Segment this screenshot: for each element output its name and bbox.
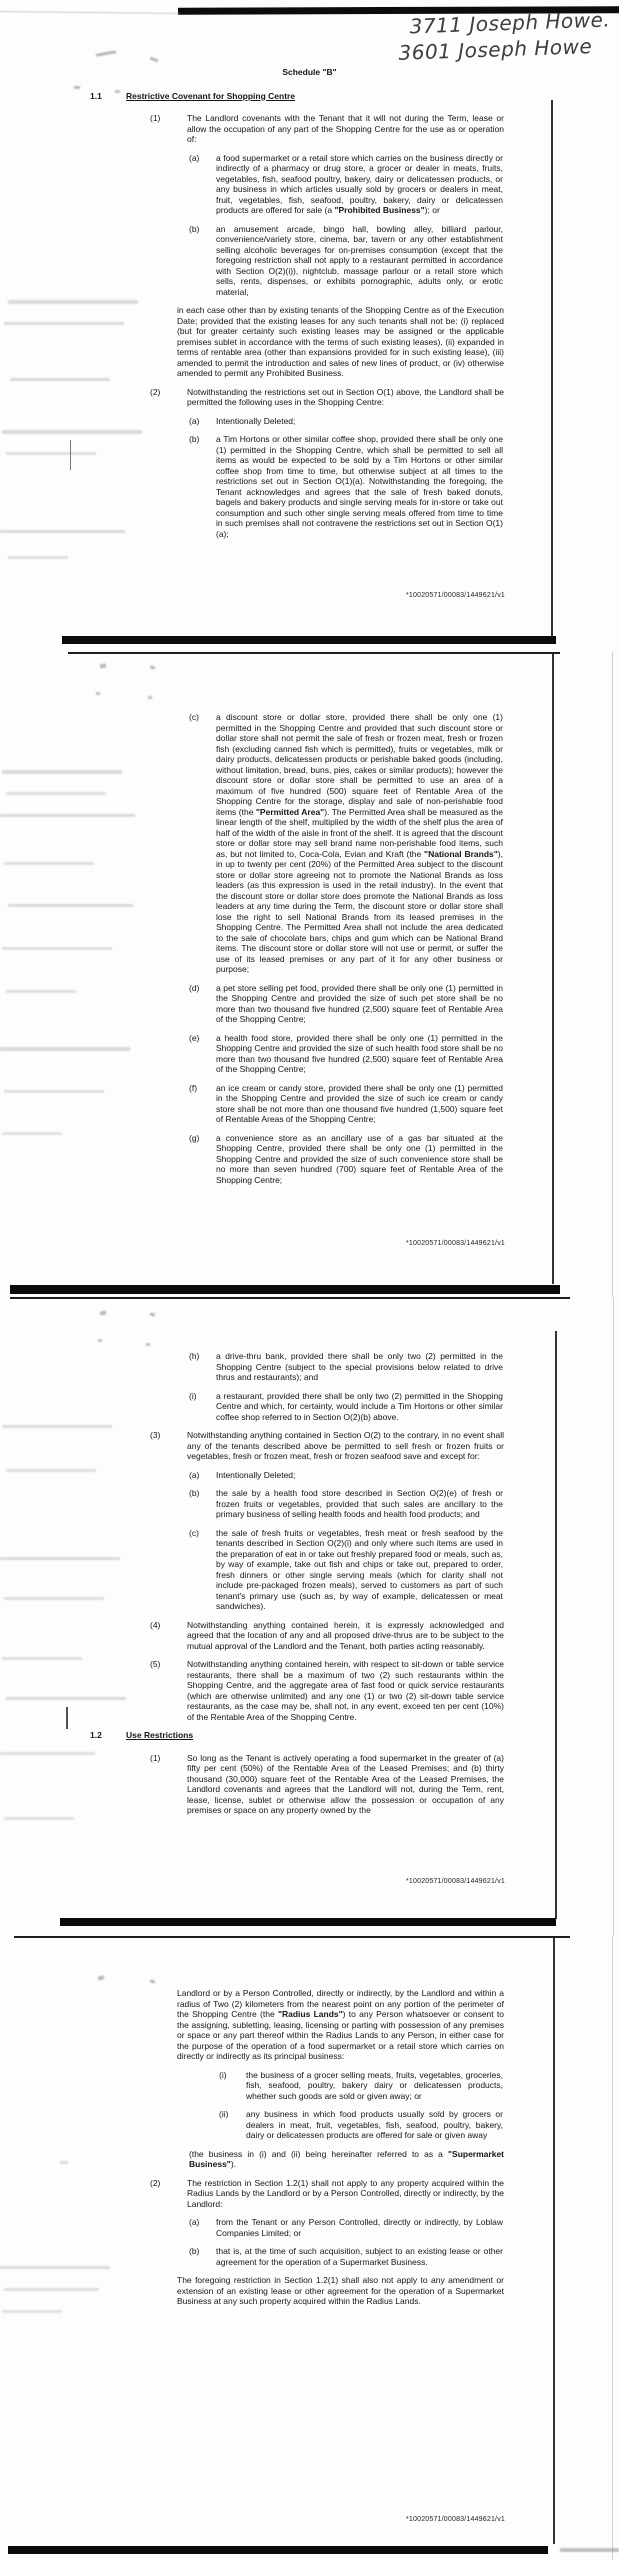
clause bbox=[0, 1083, 619, 1125]
scan-artifact bbox=[553, 1938, 555, 2544]
scan-artifact bbox=[60, 1918, 556, 1926]
clause-label: (b) bbox=[189, 2246, 200, 2256]
scan-artifact bbox=[8, 904, 133, 907]
clause bbox=[0, 1033, 619, 1075]
scan-artifact bbox=[2, 1132, 62, 1135]
scan-artifact bbox=[0, 1557, 120, 1560]
scan-artifact bbox=[2, 770, 122, 774]
clause-label: (5) bbox=[150, 1659, 161, 1669]
scan-artifact bbox=[555, 1331, 557, 1919]
clause bbox=[0, 1753, 619, 1816]
scan-artifact bbox=[148, 696, 152, 699]
section-heading bbox=[0, 1730, 619, 1741]
clause-label: (2) bbox=[150, 386, 161, 397]
scan-artifact bbox=[2, 1657, 82, 1660]
document-page bbox=[0, 652, 619, 1297]
clause bbox=[0, 1620, 619, 1652]
scan-artifact bbox=[14, 1936, 570, 1938]
scan-artifact bbox=[8, 2546, 548, 2554]
clause-text: an amusement arcade, bingo hall, bowling alley, billiard parlour, convenience/variety store, cinema, bar, tavern or any other establishment selling alcoholic beverages for on-premises consumption (except that the foregoing restriction shall not apply to a restaurant permitted in accordance with Section O(2)(i)), nightclub, massage parlour or a retail store which sells, rents, dispenses, or exhibits pornographic, adults only, or erotic material, bbox=[216, 223, 503, 297]
clause-label: (c) bbox=[189, 712, 199, 722]
clause bbox=[0, 712, 619, 975]
scan-artifact bbox=[4, 1597, 104, 1600]
clause-label: (g) bbox=[189, 1132, 200, 1143]
scan-artifact bbox=[66, 1707, 68, 1729]
scan-artifact bbox=[612, 1936, 613, 2560]
clause-label: (a) bbox=[189, 1469, 200, 1480]
clause bbox=[0, 2070, 619, 2102]
clause-label: (h) bbox=[189, 1351, 200, 1361]
section-number: 1.1 bbox=[90, 90, 102, 101]
clause-label: (a) bbox=[189, 152, 200, 163]
clause-label: (a) bbox=[189, 2217, 200, 2227]
scan-artifact bbox=[612, 652, 613, 1297]
clause-label: (4) bbox=[150, 1619, 161, 1630]
clause bbox=[0, 1351, 619, 1383]
scan-artifact bbox=[0, 1752, 95, 1755]
scan-artifact bbox=[4, 862, 94, 865]
clause-label: (b) bbox=[189, 1488, 200, 1498]
section-heading bbox=[0, 91, 619, 102]
scan-artifact bbox=[613, 1297, 614, 1936]
scan-artifact bbox=[68, 652, 560, 654]
clause-text: The Landlord covenants with the Tenant that it will not during the Term, lease or allow the occupation of any part of the Shopping Centre for the use as or operation of: bbox=[187, 113, 504, 144]
clause bbox=[0, 1488, 619, 1520]
clause-label: (1) bbox=[150, 113, 161, 123]
scan-artifact bbox=[0, 2266, 110, 2269]
clause-label: (ii) bbox=[219, 2109, 229, 2119]
scan-artifact bbox=[2, 430, 142, 434]
clause bbox=[0, 2217, 619, 2238]
clause bbox=[0, 153, 619, 216]
clause-text: Intentionally Deleted; bbox=[216, 415, 296, 426]
clause-text: Intentionally Deleted; bbox=[216, 1469, 296, 1480]
scan-artifact bbox=[115, 90, 120, 93]
scan-artifact bbox=[60, 2161, 68, 2164]
clause-text: a pet store selling pet food, provided there shall be only one (1) permitted in the Shopping Centre and provided the size of such pet store shall be no more than two thousand five hundred (2,500) square feet of Rentable Area of the Shopping Centre; bbox=[216, 982, 503, 1024]
clause-text: Notwithstanding anything contained herein, it is expressly acknowledged and agreed that the location of any and all proposed drive-thrus are to be subject to the mutual approval of the Landlord and the Tenant, both parties acting reasonably. bbox=[187, 1619, 504, 1651]
scan-artifact bbox=[2, 947, 112, 950]
scan-artifact bbox=[2, 2310, 62, 2313]
clause bbox=[0, 2109, 619, 2141]
scan-artifact bbox=[146, 1343, 150, 1346]
clause-text: Notwithstanding anything contained in Section O(2) to the contrary, in no event shall any of the tenants described above be permitted to sell fresh or frozen fruits or vegetables, fresh or frozen meat, fresh or frozen seafood save and except for: bbox=[187, 1430, 504, 1461]
handwritten-line: 3601 Joseph Howe bbox=[398, 34, 593, 65]
clause-text: a discount store or dollar store, provided there shall be only one (1) permitted in the Shopping Centre and provided that such discount store or dollar store shall not permit the sale of fresh or frozen meat, fresh or frozen fish (excluding canned fish which is permitted), fruits or vegetables, milk or dairy products, delicatessen products or perishable baked goods (including, without limitation, bread, buns, pies, cakes or similar products); however the discount store or dollar store shall be permitted to use an area of a maximum of five hundred (500) square feet of Rentable Area of the Shopping Centre for the storage, display and sale of non-perishable food items (the "Permitted Area"). The Permitted Area shall be measured as the linear length of the shelf, multiplied by the width of the shelf plus the area of half of the width of the aisle in front of the shelf. It is agreed that the discount store or dollar store may sell brand name non-perishable food items, such as, but not limited to, Coca-Cola, Evian and Kraft (the "National Brands"), in up to twenty per cent (20%) of the Permitted Area subject to the discount store or dollar store agreeing not to promote the National Brands as loss leaders (as this expression is used in the retail industry). In the event that the discount store or dollar store does promote the National Brands as loss leaders at any time during the Term, the discount store or dollar store shall lose the right to sell National Brands from its leased premises in the Shopping Centre. The Permitted Area shall not include the area dedicated to the sale of chocolate bars, chips and gum which can be National Brand items. The discount store or dollar store will not use or permit, or suffer the use of its leased premises or any part of it for any other business or purpose; bbox=[216, 712, 504, 974]
scan-artifact bbox=[4, 1817, 74, 1820]
scan-artifact bbox=[98, 1339, 102, 1342]
clause bbox=[0, 2178, 619, 2210]
scan-artifact bbox=[70, 440, 71, 470]
scan-artifact bbox=[0, 814, 135, 817]
clause-label: (a) bbox=[189, 415, 200, 426]
scan-artifact bbox=[0, 530, 125, 533]
scan-artifact bbox=[560, 2548, 619, 2552]
page-content bbox=[0, 1297, 619, 1936]
clause-text: a restaurant, provided there shall be only two (2) permitted in the Shopping Centre and which, for certainty, would include a Tim Hortons or other similar coffee shop referred to in Section O(2)(b) above. bbox=[216, 1390, 503, 1422]
scan-artifact bbox=[62, 636, 556, 644]
clause-label: (1) bbox=[150, 1752, 161, 1763]
section-title: Restrictive Covenant for Shopping Centre bbox=[126, 90, 296, 101]
clause bbox=[0, 1133, 619, 1186]
clause-text: any business in which food products usually sold by grocers or dealers in meat, fruit, vegetables, fish, seafood, poultry, bakery, dairy or delicatessen products are offered for sale or given away bbox=[246, 2109, 503, 2140]
clause bbox=[0, 1659, 619, 1722]
section-title: Use Restrictions bbox=[126, 1730, 194, 1740]
clause bbox=[0, 113, 619, 145]
handwritten-line: 3711 Joseph Howe. bbox=[409, 7, 611, 39]
clause bbox=[0, 1391, 619, 1423]
scan-artifact bbox=[4, 2288, 99, 2291]
doc-number-footer: *10020571/00083/1449621/v1 bbox=[405, 1240, 505, 1247]
clause bbox=[0, 1430, 619, 1462]
clause-label: (c) bbox=[189, 1527, 199, 1538]
clause-label: (e) bbox=[189, 1032, 200, 1043]
scan-artifact bbox=[6, 452, 96, 455]
clause-label: (i) bbox=[189, 1390, 197, 1401]
scan-artifact bbox=[10, 378, 110, 381]
clause bbox=[0, 387, 619, 408]
clause-text: Notwithstanding the restrictions set out in Section O(1) above, the Landlord shall be permitted the following uses in the Shopping Centre: bbox=[187, 386, 504, 407]
clause-label: (i) bbox=[219, 2069, 227, 2080]
clause-label: (3) bbox=[150, 1430, 161, 1440]
clause-label: (2) bbox=[150, 2177, 161, 2188]
scan-artifact bbox=[551, 100, 553, 638]
document-page bbox=[0, 0, 619, 652]
clause-text: that is, at the time of such acquisition, subject to an existing lease or other agreement for the operation of a Supermarket Business. bbox=[216, 2246, 503, 2267]
paragraph: in each case other than by existing tenants of the Shopping Centre as of the Execution Date; provided that the existing leases for any such tenants shall not be: (i) replaced (but for greater certainty such existing leases may be assigned or the applicable premises sublet in accordance with the terms of such existing leases), (ii) expanded in terms of rentable area (other than expansions provided for in such existing lease), (iii) amended to permit the introduction and sales of new lines of product, or (iv) otherwise amended to permit any Prohibited Business. bbox=[177, 305, 504, 378]
clause-text: So long as the Tenant is actively operating a food supermarket in the greater of (a) fifty per cent (50%) of the Rentable Area of the Leased Premises; and (b) thirty thousand (30,000) square feet of the Rentable Area of the Leased Premises, the Landlord covenants and agrees that the Landlord will not, during the Term, rent, lease, license, sublet or otherwise allow the possession or occupation of any premises or space on any property owned by the bbox=[187, 1752, 504, 1815]
clause-text: the sale by a health food store described in Section O(2)(e) of fresh or frozen fruits or vegetables, provided that such sales are ancillary to the primary business of selling health foods and health food products; and bbox=[216, 1488, 503, 1519]
clause bbox=[0, 2246, 619, 2267]
scan-artifact bbox=[6, 1469, 96, 1472]
clause-text: Notwithstanding anything contained herein, with respect to sit-down or table service restaurants, there shall be a maximum of two (2) such restaurants within the Shopping Centre, and the aggregate area of fast food or quick service restaurants (which are otherwise unlimited) and any one (1) or two (2) sit-down table service restaurants, as the case may be, shall not, in any event, exceed ten per cent (10%) of the Rentable Area of the Shopping Centre. bbox=[187, 1659, 504, 1722]
doc-title: Schedule "B" bbox=[282, 67, 337, 77]
scan-artifact bbox=[4, 1090, 104, 1093]
clause-text: a Tim Hortons or other similar coffee shop, provided there shall be only one (1) permitted in the Shopping Centre, which shall be permitted to sell all items as would be expected to be sold by a Tim Hortons or other similar coffee shop from time to time, but otherwise subject at all times to the restrictions set out in Section O(1)(a). Notwithstanding the foregoing, the Tenant acknowledges and agrees that the sale of fresh baked donuts, bagels and bakery products and single serving meals for in-store or take out consumption and such other single serving meals offered from time to time in such premises shall not contravene the restrictions set out in Section O(1)(a); bbox=[216, 434, 503, 539]
clause-text: from the Tenant or any Person Controlled, directly or indirectly, by Loblaw Companies Limited; or bbox=[216, 2217, 503, 2238]
clause-text: the sale of fresh fruits or vegetables, fresh meat or fresh seafood by the tenants described in Section O(2)(i) and only where such items are used in the preparation of eat in or take out freshly prepared food or meals, such as, by way of example, take out fish and chips or take out, prepared to order, fresh dinners or other single serving meals (which for clarity shall not include pre-packaged frozen meals), served to customers as part of such tenant's primary use (such as, by way of example, delicatessen or meat sandwiches). bbox=[216, 1527, 503, 1611]
clause-text: a convenience store as an ancillary use of a gas bar situated at the Shopping Centre, provided there shall be only one (1) permitted in the Shopping Centre and provided the size of such convenience store shall be no more than seven hundred (700) square feet of Rentable Area of the Shopping Centre; bbox=[216, 1132, 503, 1185]
clause-text: The restriction in Section 1.2(1) shall not apply to any property acquired within the Radius Lands by the Landlord or by a Person Controlled, directly or indirectly, by the Landlord: bbox=[187, 2177, 504, 2209]
scan-artifact bbox=[2, 1425, 112, 1428]
scan-artifact bbox=[6, 1697, 126, 1700]
section-number: 1.2 bbox=[90, 1730, 102, 1740]
clause-text: a health food store, provided there shall be only one (1) permitted in the Shopping Centre and provided the size of such health food store shall be no more than two thousand five hundred (2,500) square feet of Rentable Area of the Shopping Centre; bbox=[216, 1032, 503, 1074]
scan-artifact bbox=[6, 990, 76, 993]
scan-artifact bbox=[8, 300, 138, 304]
page-content bbox=[0, 0, 619, 652]
scan-artifact bbox=[552, 654, 554, 1284]
doc-number-footer: *10020571/00083/1449621/v1 bbox=[405, 1878, 505, 1885]
doc-number-footer: *10020571/00083/1449621/v1 bbox=[405, 592, 505, 599]
scan-artifact bbox=[74, 86, 80, 89]
scan-artifact bbox=[8, 556, 68, 559]
scan-artifact bbox=[6, 792, 106, 795]
clause-label: (b) bbox=[189, 434, 200, 444]
clause-text: an ice cream or candy store, provided there shall be only one (1) permitted in the Shopping Centre and provided the size of such ice cream or candy store shall be not more than one thousand five hundred (1,500) square feet of Rentable Areas of the Shopping Centre; bbox=[216, 1082, 503, 1124]
clause-text: a drive-thru bank, provided there shall be only two (2) permitted in the Shopping Centre (subject to the special provisions below related to drive thrus and restaurants); and bbox=[216, 1351, 503, 1382]
paragraph: (the business in (i) and (ii) being hereinafter referred to as a "Supermarket Business"). bbox=[189, 2148, 504, 2169]
handwritten-annotation bbox=[397, 6, 619, 66]
clause-label: (b) bbox=[189, 223, 200, 234]
document-page bbox=[0, 1297, 619, 1936]
scan-artifact bbox=[10, 1285, 560, 1294]
clause-label: (f) bbox=[189, 1082, 198, 1093]
clause-text: a food supermarket or a retail store which carries on the business directly or indirectly of a pharmacy or drug store, a grocer or dealer in meats, fruits, vegetables, fish, seafood poultry, bakery, dairy or delicatessen products, or any business in which articles usually sold by grocers or dealers in meat, fruit, vegetables, fish, seafood, poultry, bakery, dairy or delicatessen products are offered for sale (a "Prohibited Business"); or bbox=[216, 152, 503, 215]
scan-artifact bbox=[0, 1047, 130, 1051]
paragraph: The foregoing restriction in Section 1.2(1) shall also not apply to any amendment or extension of an existing lease or other agreement for the operation of a Supermarket Business at any such property acquired within the Radius Lands. bbox=[177, 2275, 504, 2306]
doc-number-footer: *10020571/00083/1449621/v1 bbox=[405, 2516, 505, 2523]
page-content bbox=[0, 652, 619, 1297]
clause-label: (d) bbox=[189, 982, 200, 993]
document-page bbox=[0, 1936, 619, 2560]
clause bbox=[0, 416, 619, 427]
clause bbox=[0, 434, 619, 539]
clause bbox=[0, 983, 619, 1025]
clause-text: the business of a grocer selling meats, fruits, vegetables, groceries, fish, seafood, poultry, bakery dairy or delicatessen products, whether such goods are sold or given away; or bbox=[246, 2069, 503, 2101]
page-content bbox=[0, 1936, 619, 2560]
scan-artifact bbox=[10, 1297, 570, 1299]
paragraph: Landlord or by a Person Controlled, directly or indirectly, by the Landlord and within a radius of Two (2) kilometers from the nearest point on any portion of the perimeter of the Shopping Centre (the "Radius Lands") to any Person whatsoever or consent to the assigning, subletting, leasing, licensing or parting with possession of any premises or space or any part thereof within the Radius Lands to any Person, in either case for the purpose of the operation of a food supermarket or a retail store which carries on directly or indirectly as its principal business: bbox=[177, 1988, 504, 2061]
scan-artifact bbox=[4, 322, 124, 325]
scan-artifact bbox=[96, 692, 100, 695]
clause bbox=[0, 224, 619, 298]
